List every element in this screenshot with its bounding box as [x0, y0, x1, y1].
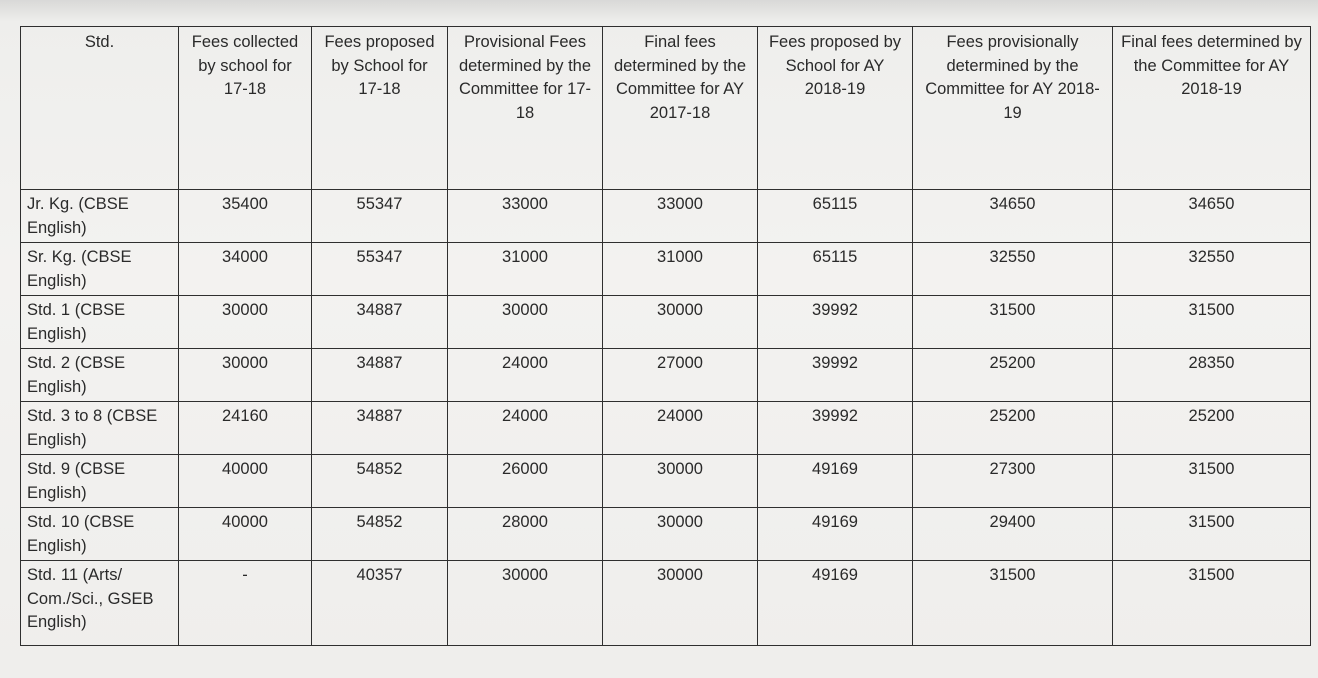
cell-value: 55347 [312, 190, 448, 243]
cell-value: 25200 [913, 402, 1113, 455]
cell-value: 49169 [758, 508, 913, 561]
cell-value: 34887 [312, 349, 448, 402]
cell-value: 24000 [448, 349, 603, 402]
cell-value: 54852 [312, 455, 448, 508]
cell-std: Std. 9 (CBSE English) [21, 455, 179, 508]
table-row [21, 455, 1311, 508]
table-row [21, 296, 1311, 349]
cell-std: Std. 10 (CBSE English) [21, 508, 179, 561]
table-row [21, 402, 1311, 455]
cell-value: 31000 [603, 243, 758, 296]
header-std: Std. [21, 27, 179, 190]
scan-edge-shadow [0, 0, 1318, 22]
cell-value: 24000 [603, 402, 758, 455]
cell-value: 31500 [913, 296, 1113, 349]
cell-value: 34887 [312, 402, 448, 455]
cell-std: Sr. Kg. (CBSE English) [21, 243, 179, 296]
cell-std: Std. 11 (Arts/ Com./Sci., GSEB English) [21, 561, 179, 646]
cell-value: 31500 [1113, 296, 1311, 349]
cell-value: 40357 [312, 561, 448, 646]
header-fees-proposed-2018-19: Fees proposed by School for AY 2018-19 [758, 27, 913, 190]
cell-value: - [179, 561, 312, 646]
cell-value: 27000 [603, 349, 758, 402]
table-header-row [21, 27, 1311, 190]
cell-value: 30000 [603, 296, 758, 349]
cell-value: 25200 [1113, 402, 1311, 455]
header-provisional-fees-17-18: Provisional Fees determined by the Committee for 17-18 [448, 27, 603, 190]
cell-value: 34650 [913, 190, 1113, 243]
cell-value: 31000 [448, 243, 603, 296]
table-row [21, 190, 1311, 243]
cell-value: 26000 [448, 455, 603, 508]
cell-value: 32550 [1113, 243, 1311, 296]
cell-std: Std. 1 (CBSE English) [21, 296, 179, 349]
cell-value: 39992 [758, 349, 913, 402]
table-row [21, 561, 1311, 646]
table-row [21, 508, 1311, 561]
cell-value: 32550 [913, 243, 1113, 296]
cell-value: 35400 [179, 190, 312, 243]
cell-value: 34650 [1113, 190, 1311, 243]
cell-std: Std. 2 (CBSE English) [21, 349, 179, 402]
cell-value: 28000 [448, 508, 603, 561]
cell-value: 31500 [1113, 561, 1311, 646]
cell-value: 65115 [758, 243, 913, 296]
table-row [21, 349, 1311, 402]
cell-value: 30000 [179, 349, 312, 402]
cell-value: 31500 [1113, 508, 1311, 561]
cell-value: 39992 [758, 296, 913, 349]
cell-value: 30000 [179, 296, 312, 349]
cell-value: 29400 [913, 508, 1113, 561]
cell-value: 33000 [603, 190, 758, 243]
cell-value: 65115 [758, 190, 913, 243]
header-provisional-fees-2018-19: Fees provisionally determined by the Committee for AY 2018-19 [913, 27, 1113, 190]
cell-value: 30000 [603, 508, 758, 561]
cell-value: 30000 [603, 561, 758, 646]
cell-std: Std. 3 to 8 (CBSE English) [21, 402, 179, 455]
cell-value: 54852 [312, 508, 448, 561]
fees-table [20, 26, 1311, 646]
header-final-fees-2017-18: Final fees determined by the Committee for AY 2017-18 [603, 27, 758, 190]
cell-value: 30000 [603, 455, 758, 508]
cell-value: 31500 [1113, 455, 1311, 508]
cell-value: 25200 [913, 349, 1113, 402]
header-fees-proposed-17-18: Fees proposed by School for 17-18 [312, 27, 448, 190]
cell-value: 34887 [312, 296, 448, 349]
header-final-fees-2018-19: Final fees determined by the Committee for AY 2018-19 [1113, 27, 1311, 190]
header-fees-collected-17-18: Fees collected by school for 17-18 [179, 27, 312, 190]
cell-value: 40000 [179, 508, 312, 561]
cell-value: 28350 [1113, 349, 1311, 402]
cell-value: 24160 [179, 402, 312, 455]
cell-value: 55347 [312, 243, 448, 296]
cell-value: 40000 [179, 455, 312, 508]
cell-value: 33000 [448, 190, 603, 243]
table-row [21, 243, 1311, 296]
cell-value: 27300 [913, 455, 1113, 508]
cell-value: 24000 [448, 402, 603, 455]
cell-std: Jr. Kg. (CBSE English) [21, 190, 179, 243]
cell-value: 30000 [448, 561, 603, 646]
cell-value: 49169 [758, 561, 913, 646]
cell-value: 31500 [913, 561, 1113, 646]
cell-value: 39992 [758, 402, 913, 455]
cell-value: 34000 [179, 243, 312, 296]
cell-value: 30000 [448, 296, 603, 349]
cell-value: 49169 [758, 455, 913, 508]
